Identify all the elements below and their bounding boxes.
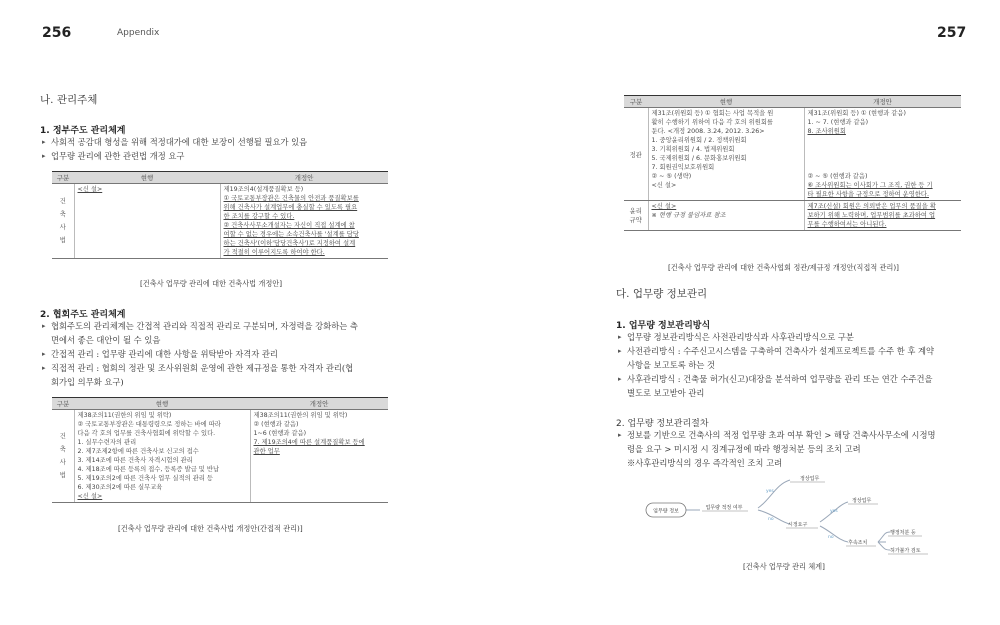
current-cell: <신 설> [74,184,220,259]
assoc-heading: 2. 협회주도 관리체계 [40,310,126,320]
gov-heading: 1. 정부주도 관리체계 [40,126,126,136]
proposed-cell: 제19조의4(설계품질확보 등) ① 국토교통부장관은 건축물의 안전과 품질확보를 위해 건축사가 설계업무에 충실할 수 있도록 필요 한 조치를 강구할 수 있다. ② 건축사사무소개설자는 자신이 직접 설계에 참 여할 수 없는 경우에는 소속건축사를 '설계를 담당 하는 건축사'(이하'담당건축사')로 지정하여 설계 가 적절히 이루어지도록 하여야 한다. [220,184,388,259]
proposed-cell: 제7조(신설) 회원은 의뢰받은 업무의 품질을 확 보하기 위해 노력하며, 업무범위를 초과하여 업 무를 수행하여서는 아니된다. [804,201,961,231]
table-caption: [건축사 업무량 관리에 대한 건축사법 개정안(간접적 관리)] [118,524,303,533]
section-title: 다. 업무량 정보관리 [616,288,708,300]
bullet: ▸ 사회적 공감대 형성을 위해 적정대가에 대한 보장이 선행될 필요가 있음 [42,135,307,149]
edge-label: no [768,517,774,522]
bullet: ▸ 간접적 관리 : 업무량 관리에 대한 사항을 위탁받아 자격자 관리 [42,347,358,361]
bullet: ▸ 업무량 관리에 관한 관련법 개정 요구 [42,149,307,163]
bullet: ▸ 사후관리방식 : 건축물 허가(신고)대장을 분석하여 업무량을 관리 또는 연간 수주건을 [618,372,934,386]
table-caption: [건축사 업무량 관리에 대한 건축사법 개정안] [140,279,283,288]
bullet-continuation: 면에서 좋은 대안이 될 수 있음 [51,335,161,345]
node-label: 후속조치 [848,540,868,546]
row-label: 정관 [624,108,648,201]
node-label: 업무량 정보 [653,508,679,515]
proc-bullets [618,428,935,470]
proc-heading: 2. 업무량 정보관리절차 [616,419,709,429]
edge-label: no [828,535,834,540]
bullet: ▸ 업무량 정보관리방식은 사전관리방식과 사후관리방식으로 구분 [618,330,934,344]
gov-bullets [42,135,307,163]
info-bullets [618,330,934,400]
col-header: 개정안 [804,96,961,108]
process-diagram [640,470,940,560]
proposed-cell: 제38조의11(권한의 위임 및 위탁) ② (현행과 같음) 1~6 (현행과 같음) 7. 제19조의4에 따른 설계품질확보 등에 관한 업무 [250,410,388,503]
assoc-table [52,397,388,503]
table-caption: [건축사 업무량 관리에 대한 건축사협회 정관/제규정 개정안(직접적 관리)] [668,263,899,272]
bullet: ▸ 정보를 기반으로 건축사의 적정 업무량 초과 여부 확인 > 해당 건축사사무소에 시정명 [618,428,935,442]
bullet: ▸ 직접적 관리 : 협회의 정관 및 조사위원회 운영에 관한 제규정을 통한 자격자 관리(협 [42,361,358,375]
node-label: 허가불가 검토 [890,548,921,554]
right-page [500,0,1000,625]
col-header: 현행 [74,172,220,184]
section-title: 나. 관리주체 [40,94,98,106]
current-cell: 제31조(위원회 등) ① 협회는 사업 목적을 원 활히 수행하기 위하여 다음 각 호의 위원회를 둔다. <개정 2008. 3.24, 2012. 3.26> 1. 중앙윤리위원회 / 2. 정책위원회 3. 기획위원회 / 4. 법제위원회 5. 국제위원회 / 6. 문화홍보위원회 7. 회원권익보호위원회 ② ~ ⑤ (생략) <신 설> [648,108,804,201]
page-number: 256 [42,25,72,41]
diagram-caption: [건축사 업무량 관리 체계] [743,562,825,571]
row-label: 윤리 규약 [624,201,648,231]
edge-label: yes [830,509,838,514]
bullet-continuation: 별도로 보고받아 관리 [627,388,705,398]
charter-table [624,95,961,231]
bullet: ▸ 협회주도의 관리체계는 간접적 관리와 직접적 관리로 구분되며, 자정력을 강화하는 측 [42,319,358,333]
bullet-continuation: 사항을 보고토록 하는 것 [627,360,716,370]
bullet-continuation: 회가입 의무화 요구) [51,377,124,387]
col-header: 현행 [74,398,250,410]
col-header: 현행 [648,96,804,108]
row-label: 건 축 사 법 [52,410,74,503]
assoc-bullets [42,319,358,389]
info-heading: 1. 업무량 정보관리방식 [616,321,711,331]
running-header: Appendix [117,28,160,38]
row-label: 건 축 사 법 [52,184,74,259]
col-header: 개정안 [220,172,388,184]
current-cell: 제38조의11(권한의 위임 및 위탁) ② 국토교통부장관은 대통령령으로 정하는 바에 따라 다음 각 호의 업무를 건축사협회에 위탁할 수 있다. 1. 실무수련자의 관리 2. 제7조제2항에 따른 건축사보 신고의 접수 3. 제14조에 따른 건축사 자격시험의 관리 4. 제18조에 따른 등록의 접수, 등록증 발급 및 반납 5. 제19조의2에 따른 건축사 업무 실적의 관리 등 6. 제30조의2에 따른 실무교육 <신 설> [74,410,250,503]
current-cell: <신 설> ※ 현행 규정 불임자료 참조 [648,201,804,231]
bullet-continuation: 령을 요구 > 미시정 시 징계규정에 따라 행정처분 등의 조치 고려 [627,444,861,454]
col-header: 구분 [52,398,74,410]
edge-label: yes [766,489,774,494]
node-label: 행정처분 등 [890,530,916,536]
node-label: 정상업무 [800,476,820,482]
note: ※사후관리방식의 경우 즉각적인 조치 고려 [627,458,783,468]
proposed-cell: 제31조(위원회 등) ① (현행과 같음) 1. ~ 7. (현행과 같음) 8. 조사위원회 ② ~ ⑤ (현행과 같음) ⑥ 조사위원회는 이사회가 그 조직, 권한 등 기 타 필요한 사항을 규정으로 정하여 운영한다. [804,108,961,201]
col-header: 구분 [52,172,74,184]
col-header: 구분 [624,96,648,108]
gov-table [52,171,388,259]
node-label: 업무량 적정 여부 [705,505,743,511]
page-number: 257 [937,25,967,41]
node-label: 시정요구 [788,522,808,528]
col-header: 개정안 [250,398,388,410]
bullet: ▸ 사전관리방식 : 수주신고시스템을 구축하여 건축사가 설계프로젝트를 수주 한 후 계약 [618,344,934,358]
node-label: 정상업무 [852,498,872,504]
